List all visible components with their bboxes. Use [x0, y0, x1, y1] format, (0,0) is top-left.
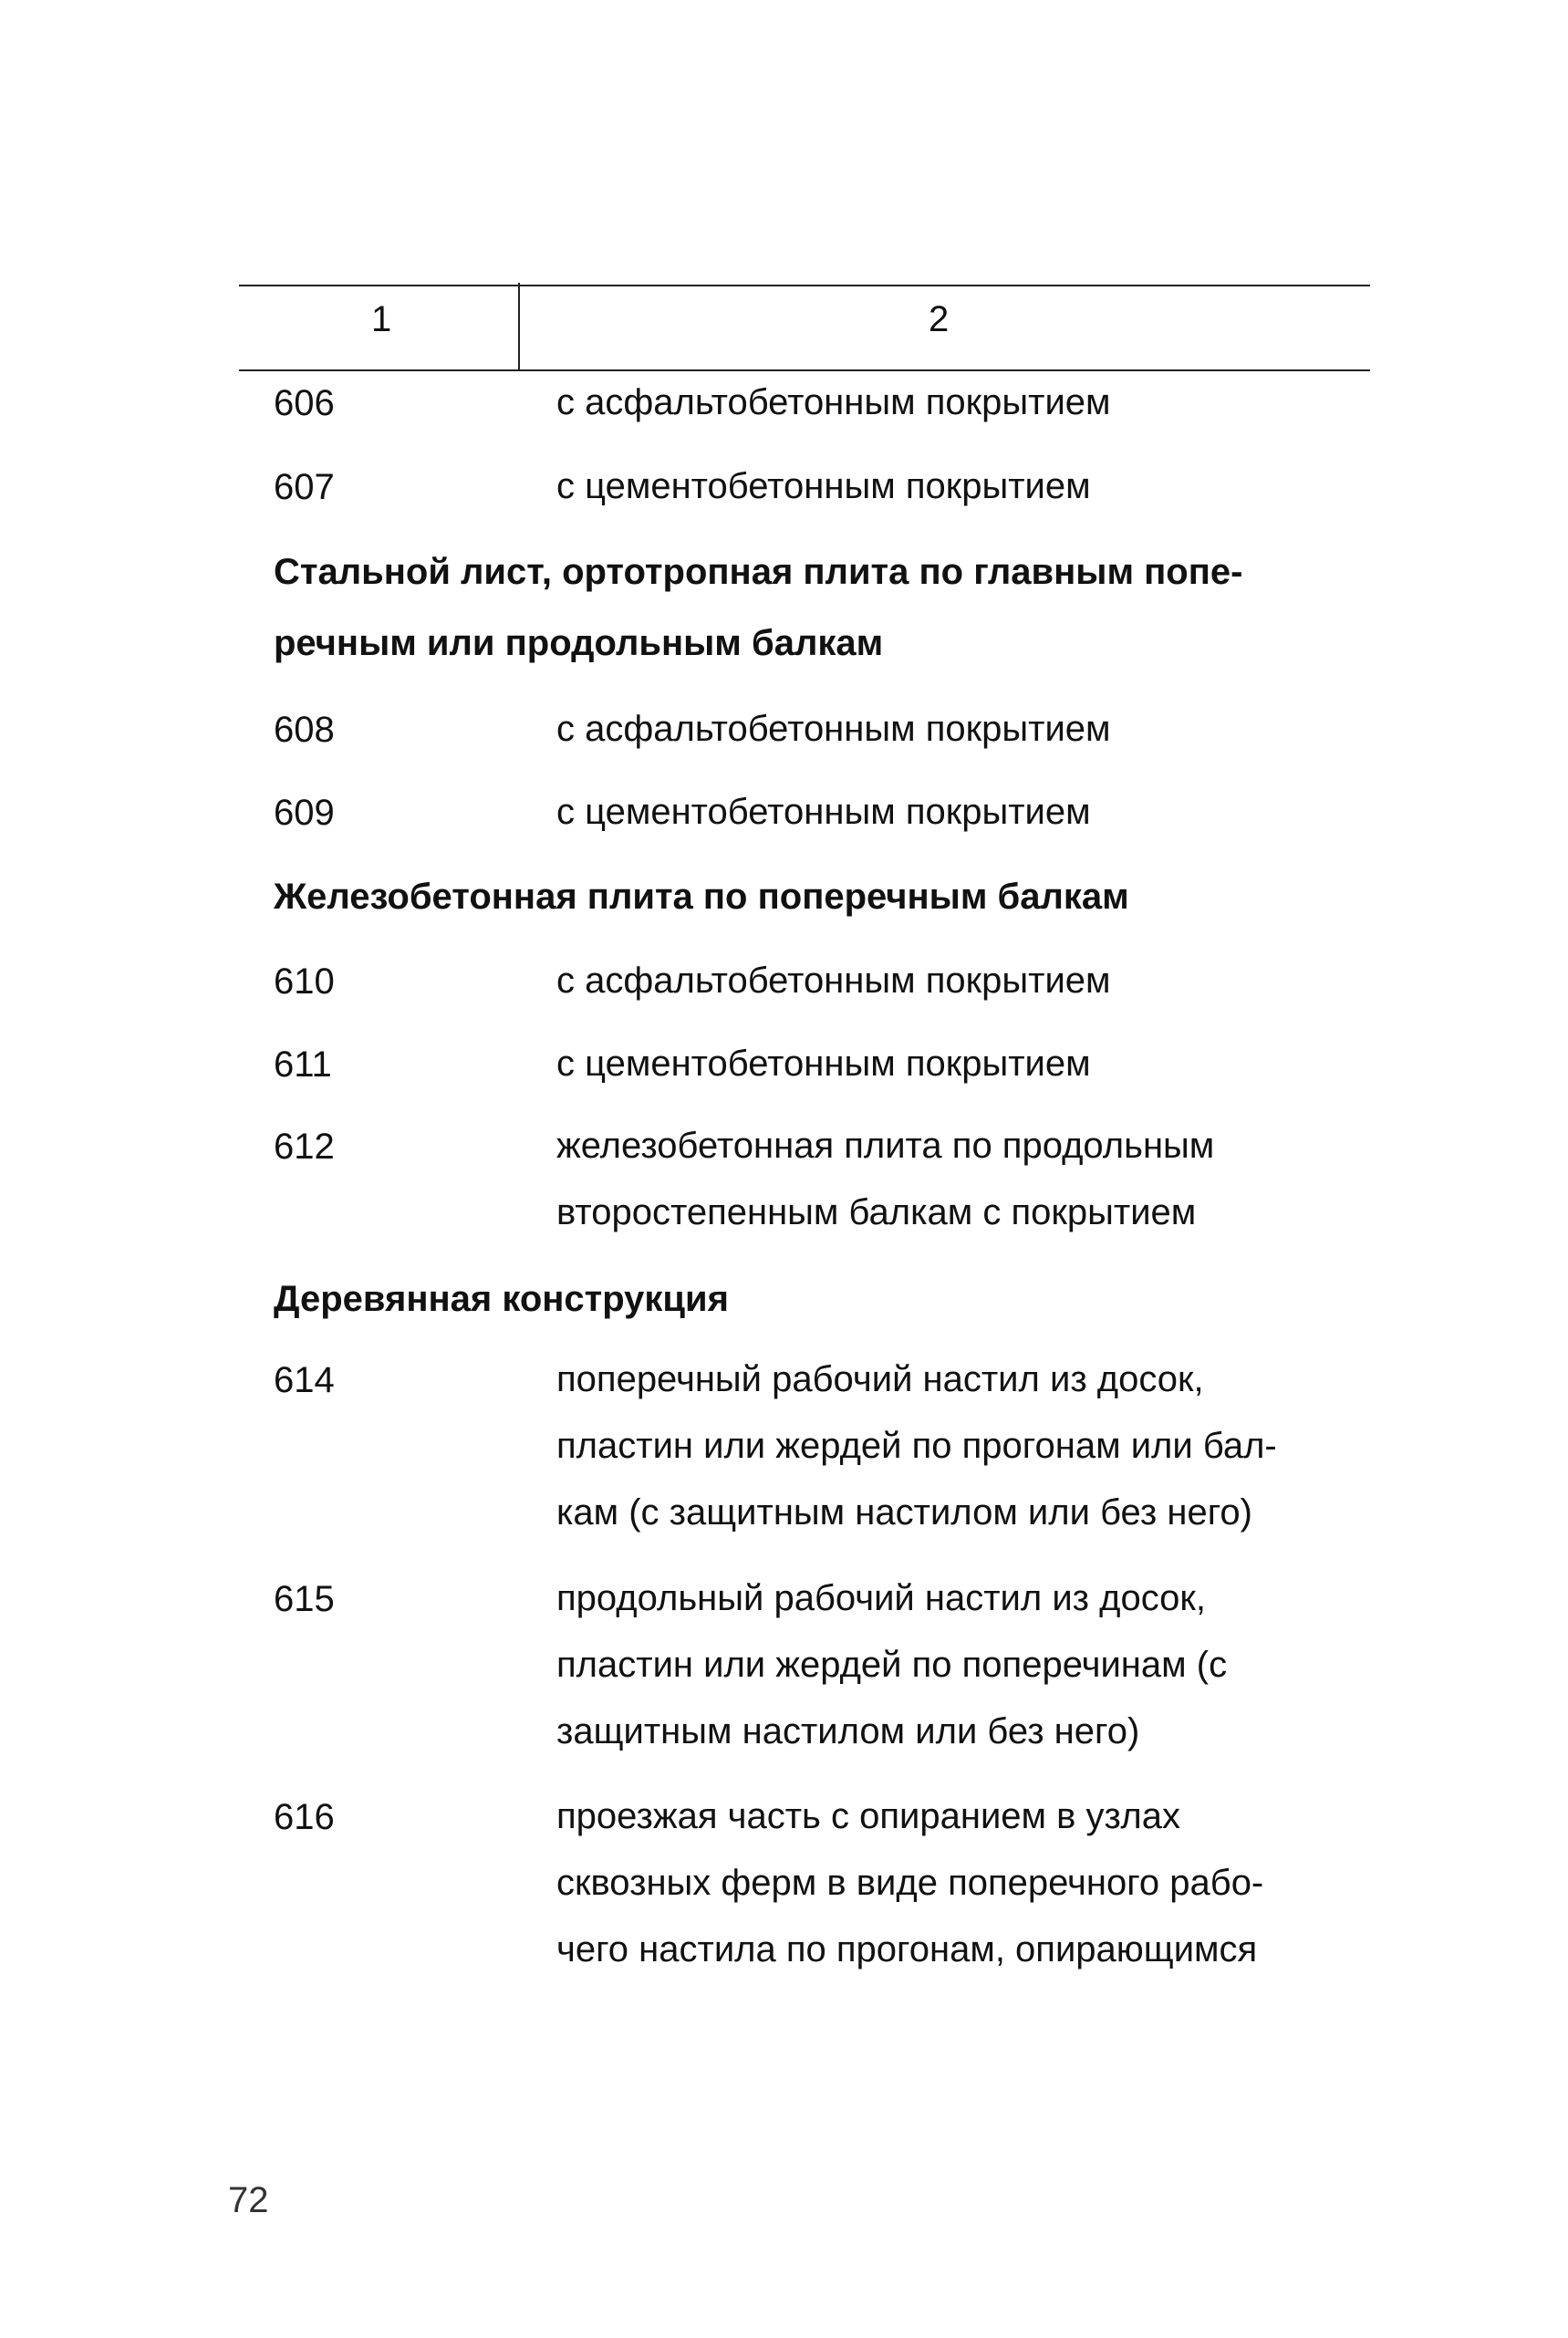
row-text: с асфальтобетонным покрытием — [556, 961, 1111, 1001]
row-text: с асфальтобетонным покрытием — [556, 382, 1111, 422]
row-code: 610 — [274, 961, 335, 1002]
row-code: 614 — [274, 1360, 335, 1400]
row-text: с цементобетонным покрытием — [556, 466, 1091, 506]
row-code: 616 — [274, 1797, 335, 1837]
table-header-top-rule — [239, 285, 1370, 286]
row-text: железобетонная плита по продольным второстепенным балкам с покрытием — [556, 1126, 1215, 1232]
section-heading: Деревянная конструкция — [274, 1279, 729, 1319]
row-code: 611 — [274, 1044, 332, 1085]
table-header-col-1: 1 — [371, 299, 392, 339]
row-code: 607 — [274, 467, 335, 507]
row-code: 608 — [274, 710, 335, 750]
section-heading: Стальной лист, ортотропная плита по главным попе- речным или продольным балкам — [274, 552, 1243, 663]
table-header-column-divider — [518, 283, 520, 371]
page-number: 72 — [228, 2180, 269, 2220]
row-code: 615 — [274, 1579, 335, 1619]
row-text: с асфальтобетонным покрытием — [556, 709, 1111, 749]
row-text: с цементобетонным покрытием — [556, 792, 1091, 832]
row-code: 609 — [274, 793, 335, 833]
table-header-col-2: 2 — [929, 299, 950, 339]
row-text: проезжая часть с опиранием в узлах сквозных ферм в виде поперечного рабо- чего настила по прогонам, опирающимся — [556, 1796, 1264, 1969]
row-code: 612 — [274, 1127, 335, 1167]
section-heading: Железобетонная плита по поперечным балкам — [274, 877, 1129, 917]
row-text: поперечный рабочий настил из досок, пластин или жердей по прогонам или бал- кам (с защитным настилом или без него) — [556, 1359, 1277, 1533]
row-code: 606 — [274, 383, 335, 423]
row-text: продольный рабочий настил из досок, пластин или жердей по поперечинам (с защитным настилом или без него) — [556, 1578, 1228, 1751]
row-text: с цементобетонным покрытием — [556, 1044, 1091, 1084]
